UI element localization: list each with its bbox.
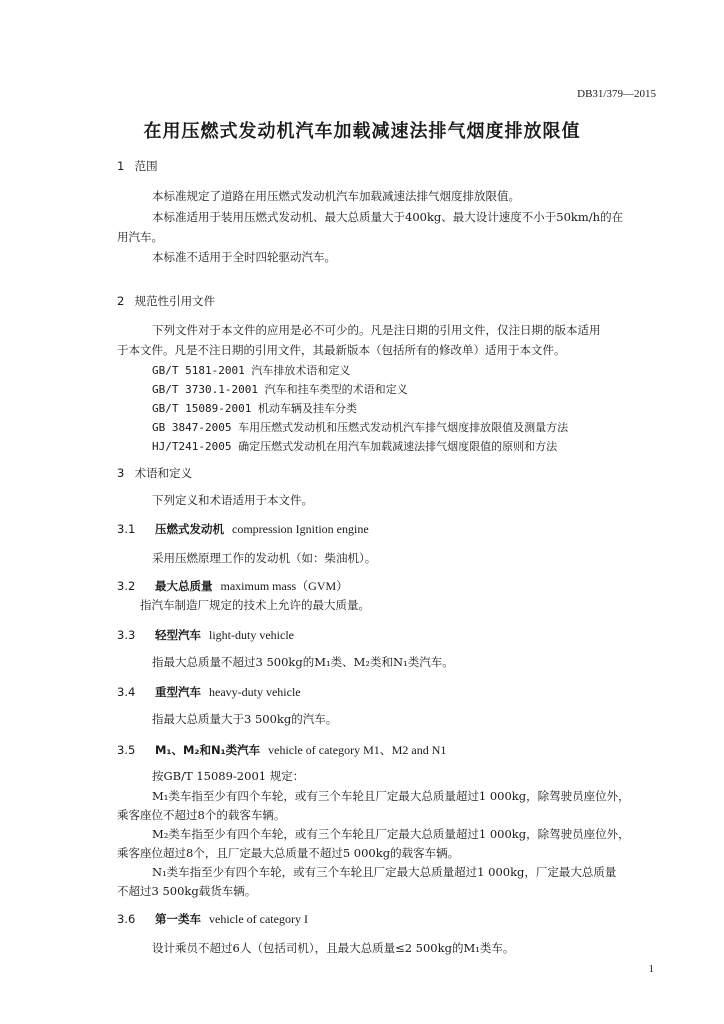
term-zh: 最大总质量 [155,579,213,593]
term-number: 3.6 [117,912,136,926]
section-2-heading [117,293,215,309]
term-number: 3.4 [117,685,136,699]
doc-number: DB31/379—2015 [577,88,656,100]
term-3-4-definition: 指最大总质量大于3 500kg的汽车。 [152,712,338,726]
section-3-number: 3 [117,466,125,480]
term-3-3-heading [117,627,294,643]
section-1-number: 1 [117,159,125,173]
term-number: 3.5 [117,743,136,757]
page-number: 1 [648,963,654,975]
term-3-3-definition: 指最大总质量不超过3 500kg的M₁类、M₂类和N₁类汽车。 [152,655,454,669]
term-3-5-heading [117,741,446,758]
reference-item: GB/T 15089-2001 机动车辆及挂车分类 [152,402,357,415]
section-3-title: 术语和定义 [134,466,193,480]
term-number: 3.1 [117,522,136,536]
section-1-title: 范围 [134,159,158,173]
term-zh: 轻型汽车 [155,628,201,642]
term-3-2-heading [117,577,348,594]
term-zh: 重型汽车 [155,685,201,699]
term-en: vehicle of category M1、M2 and N1 [268,743,447,757]
reference-item: GB/T 5181-2001 汽车排放术语和定义 [152,364,351,377]
section-2-number: 2 [117,294,125,308]
term-zh: 压燃式发动机 [155,522,224,536]
sec3-intro: 下列定义和术语适用于本文件。 [152,493,313,507]
term-en: heavy-duty vehicle [209,685,301,699]
term-number: 3.3 [117,628,136,642]
term-3-5-intro: 按GB/T 15089-2001 规定： [152,769,305,783]
sec1-paragraph-3: 本标准不适用于全时四轮驱动汽车。 [152,250,336,264]
reference-item: HJ/T241-2005 确定压燃式发动机在用汽车加载减速法排气烟度限值的原则和方法 [152,440,558,453]
term-en: maximum mass（GVM） [220,579,349,593]
reference-item: GB/T 3730.1-2001 汽车和挂车类型的术语和定义 [152,383,408,396]
term-3-6-heading [117,911,308,927]
sec2-paragraph-line-1: 下列文件对于本文件的应用是必不可少的。凡是注日期的引用文件，仅注日期的版本适用 [152,323,601,337]
sec1-paragraph-1: 本标准规定了道路在用压燃式发动机汽车加载减速法排气烟度排放限值。 [152,189,520,203]
term-zh: M₁、M₂和N₁类汽车 [155,743,261,757]
term-zh: 第一类车 [155,912,201,926]
n1-definition-line-2: 不超过3 500kg载货车辆。 [117,884,257,898]
m2-definition-line-1: M₂类车指至少有四个车轮，或有三个车轮且厂定最大总质量超过1 000kg，除驾驶员座位外， [152,827,630,841]
sec2-paragraph-line-2: 于本文件。凡是不注日期的引用文件，其最新版本（包括所有的修改单）适用于本文件。 [117,343,566,357]
m1-definition-line-2: 乘客座位不超过8个的载客车辆。 [117,808,286,822]
section-2-title: 规范性引用文件 [134,294,216,308]
n1-definition-line-1: N₁类车指至少有四个车轮，或有三个车轮且厂定最大总质量超过1 000kg，厂定最大总质量 [152,865,617,879]
term-en: light-duty vehicle [209,628,294,642]
reference-item: GB 3847-2005 车用压燃式发动机和压燃式发动机汽车排气烟度排放限值及测量方法 [152,421,569,434]
term-3-4-heading [117,684,301,700]
term-number: 3.2 [117,579,136,593]
sec1-paragraph-2-line-2: 用汽车。 [117,230,163,244]
term-3-6-definition: 设计乘员不超过6人（包括司机），且最大总质量≤2 500kg的M₁类车。 [152,941,515,955]
term-3-2-definition: 指汽车制造厂规定的技术上允许的最大质量。 [140,598,370,612]
section-1-heading [117,158,158,174]
doc-title: 在用压燃式发动机汽车加载减速法排气烟度排放限值 [143,121,581,142]
term-en: compression Ignition engine [232,522,369,536]
m2-definition-line-2: 乘客座位超过8个，且厂定最大总质量不超过5 000kg的载客车辆。 [117,846,460,860]
term-3-1-definition: 采用压燃原理工作的发动机（如：柴油机）。 [152,551,377,565]
term-en: vehicle of category I [209,912,308,926]
sec1-paragraph-2-line-1: 本标准适用于装用压燃式发动机、最大总质量大于400kg、最大设计速度不小于50km/h的在 [152,210,624,224]
m1-definition-line-1: M₁类车指至少有四个车轮，或有三个车轮且厂定最大总质量超过1 000kg，除驾驶员座位外， [152,789,630,803]
section-3-heading [117,465,192,481]
term-3-1-heading [117,521,369,537]
